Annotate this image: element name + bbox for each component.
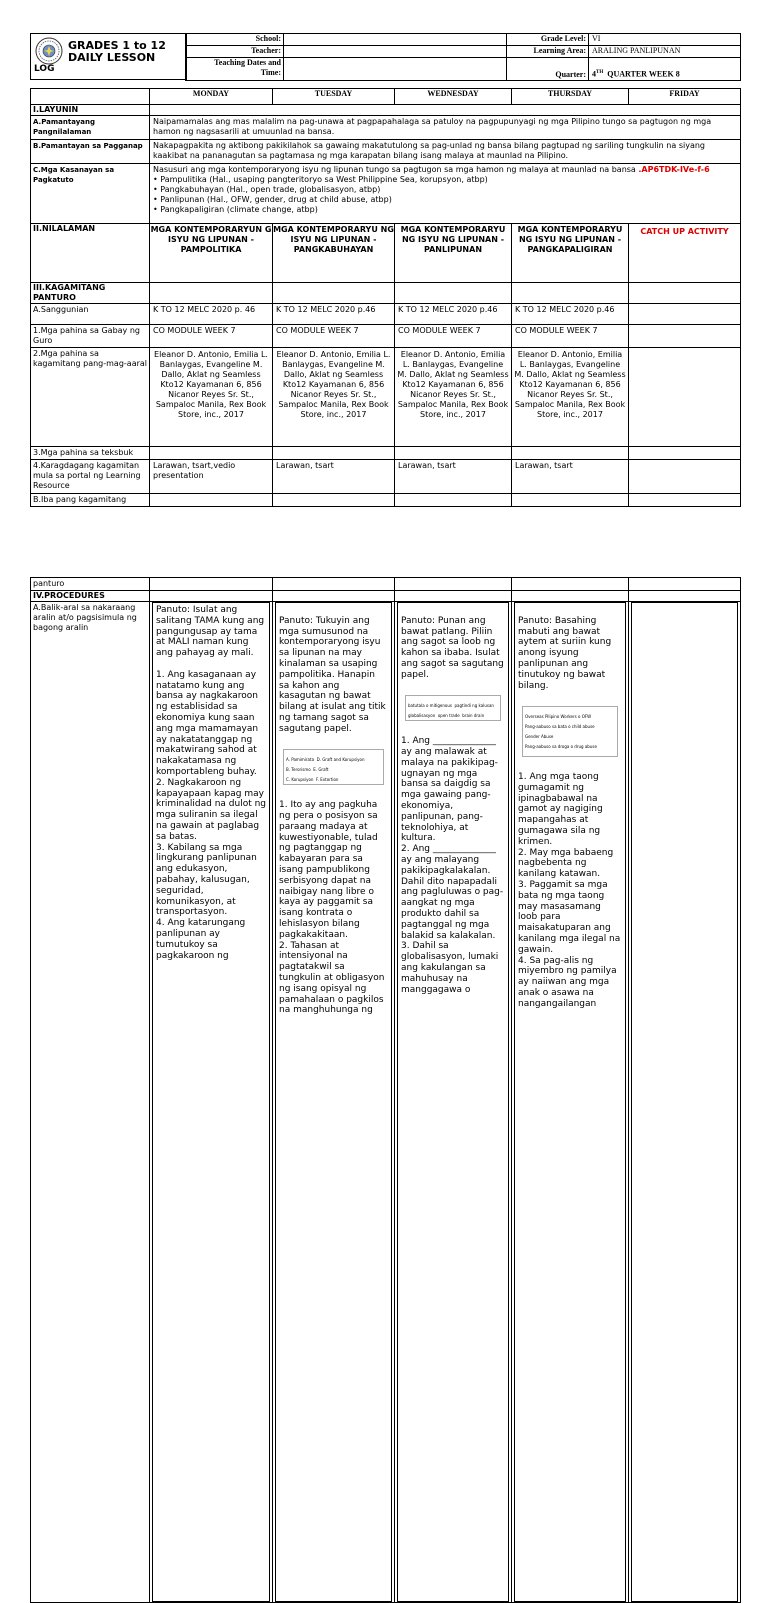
- friday-activity-box: [631, 602, 738, 1602]
- kasanayan-bullet: • Panlipunan (Hal., OFW, gender, drug at child abuse, atbp): [153, 195, 392, 204]
- kagamitang-wednesday: Eleanor D. Antonio, Emilia L. Banlaygas, Evangeline M. Dallo, Aklat ng Seamless Kto12 Kayamanan 6, 856 Nicanor Reyes Sr. St., Sampaloc Manila, Rex Book Store, inc., 2017: [395, 348, 512, 447]
- topic-monday: MGA KONTEMPORARYUN G ISYU NG LIPUNAN - PAMPOLITIKA: [150, 224, 273, 283]
- day-header-monday: MONDAY: [150, 89, 273, 105]
- choice-item: globalisasyon: [408, 713, 436, 719]
- day-header-tuesday: TUESDAY: [273, 89, 395, 105]
- day-header-thursday: THURSDAY: [512, 89, 629, 105]
- iba-pang-cell: [273, 494, 395, 507]
- panturo-cell: [273, 578, 395, 591]
- kagamitang-thursday: Eleanor D. Antonio, Emilia L. Banlaygas, Evangeline M. Dallo, Aklat ng Seamless Kto12 Kayamanan 6, 856 Nicanor Reyes Sr. St., Sampaloc Manila, Rex Book Store, inc., 2017: [512, 348, 629, 447]
- balik-aral-monday: [150, 602, 273, 1603]
- school-label: School:: [186, 34, 284, 46]
- label-pamantayang-pangnilalaman: A.Pamantayang Pangnilalaman: [31, 116, 150, 140]
- panturo-cell: [150, 578, 273, 591]
- section-kagamitang-panturo: III.KAGAMITANG PANTURO: [31, 283, 150, 304]
- kasanayan-text: Nasusuri ang mga kontemporaryong isyu ng lipunan tungo sa pagtugon sa mga hamon ng malaya at maunlad na bansa: [153, 165, 636, 174]
- teacher-label: Teacher:: [186, 46, 284, 58]
- topic-thursday: MGA KONTEMPORARYU NG ISYU NG LIPUNAN - PANGKAPALIGIRAN: [512, 224, 629, 283]
- grade-level-value[interactable]: VI: [589, 34, 741, 46]
- karagdagan-wednesday: Larawan, tsart: [395, 460, 512, 494]
- resources-fill: [395, 283, 512, 304]
- gabay-friday: [629, 325, 741, 348]
- text-mga-kasanayan: [150, 164, 741, 224]
- quarter-superscript: TH: [596, 70, 604, 76]
- grade-level-label: Grade Level:: [507, 34, 589, 46]
- choice-item: B. Terorismo: [286, 767, 311, 773]
- panturo-cell: [512, 578, 629, 591]
- deped-seal-icon: [35, 37, 63, 65]
- tuesday-instructions: Panuto: Tukuyin ang mga sumusunod na kontemporaryong isyu sa lipunan na may kinalaman sa usaping pampolitika. Hanapin sa kahon ang kasagutan ng bawat bilang at isulat ang titik ng tamang sagot sa sagutang papel.: [279, 615, 386, 734]
- karagdagan-thursday: Larawan, tsart: [512, 460, 629, 494]
- label-sanggunian: A.Sanggunian: [31, 304, 150, 325]
- resources-fill: [512, 283, 629, 304]
- resources-fill: [629, 283, 741, 304]
- choice-item: open trade: [437, 713, 460, 719]
- wednesday-items: 1. Ang ______________ ay ang malawak at malaya na pakikipag-ugnayan ng mga bansa sa daigdig sa mga gawaing pang-ekonomiya, panlipunan, pang-teknolohiya, at kultura. 2. Ang ______________ ay ang malayang pakikipagkalakalan. Dahil dito napapadali ang pagluluwas o pag-aangkat ng mga produkto dahil sa pagtanggal ng mga balakid sa kalakalan. 3. Dahil sa globalisasyon, lumaki ang kakulangan sa mahuhusay na manggagawa o: [401, 736, 504, 995]
- teaching-dates-value[interactable]: [284, 58, 507, 81]
- balik-aral-friday: [629, 602, 741, 1603]
- section-layunin-fill: [150, 105, 741, 116]
- label-gabay-ng-guro: 1.Mga pahina sa Gabay ng Guro: [31, 325, 150, 348]
- teksbuk-cell: [395, 447, 512, 460]
- day-header-friday: FRIDAY: [629, 89, 741, 105]
- day-header-blank: [31, 89, 150, 105]
- thursday-activity: [514, 602, 626, 1602]
- choice-item: F. Extortion: [316, 777, 339, 783]
- choice-item: pagtindi ng kalusan: [454, 703, 494, 709]
- thursday-choices-box: [522, 706, 618, 757]
- sanggunian-tuesday: K TO 12 MELC 2020 p.46: [273, 304, 395, 325]
- teaching-dates-label-line2: Time:: [260, 68, 281, 77]
- kagamitang-monday: Eleanor D. Antonio, Emilia L. Banlaygas, Evangeline M. Dallo, Aklat ng Seamless Kto12 Kayamanan 6, 856 Nicanor Reyes Sr. St., Sampaloc Manila, Rex Book Store, inc., 2017: [150, 348, 273, 447]
- header-title-line1: GRADES 1 to 12: [68, 39, 166, 52]
- teksbuk-cell: [512, 447, 629, 460]
- tuesday-choices-box: [283, 749, 384, 785]
- header-title-line3: LOG: [34, 64, 55, 74]
- panturo-cell: [395, 578, 512, 591]
- gabay-thursday: CO MODULE WEEK 7: [512, 325, 629, 348]
- monday-activity: Panuto: Isulat ang salitang TAMA kung ang pangungusap ay tama at MALI naman kung ang pahayag ay mali. 1. Ang kasaganaan ay natatamo kung ang bansa ay nagkakaroon ng establisidad sa ekonomiya kung saan ang mga mamamayan ay nakatatanggap ng makatwirang sahod at nakakatamasa ng komportableng buhay. 2. Nagkakaroon ng kapayapaan kapag may kriminalidad na dulot ng mga suliranin sa ilegal na gawain at paglabag sa batas. 3. Kabilang sa mga lingkurang panlipunan ang edukasyon, pabahay, kalusugan, seguridad, komunikasyon, at transportasyon. 4. Ang katarungang panlipunan ay tumutukoy sa pagkakaroon ng: [152, 602, 270, 1602]
- teksbuk-cell: [150, 447, 273, 460]
- friday-catch-up-activity: CATCH UP ACTIVITY: [629, 224, 741, 283]
- procedures-fill: [629, 591, 741, 602]
- school-value[interactable]: [284, 34, 507, 46]
- procedures-table: [30, 577, 741, 1603]
- choice-item: batutala o mitigenous: [408, 703, 452, 709]
- wednesday-activity: [397, 602, 509, 1602]
- label-iba-pang-kagamitang: B.Iba pang kagamitang: [31, 494, 150, 507]
- teksbuk-cell: [273, 447, 395, 460]
- learning-area-value[interactable]: ARALING PANLIPUNAN: [589, 46, 741, 58]
- label-balik-aral: A.Balik-aral sa nakaraang aralin at/o pagsisimula ng bagong aralin: [31, 602, 150, 1603]
- kagamitang-tuesday: Eleanor D. Antonio, Emilia L. Banlaygas, Evangeline M. Dallo, Aklat ng Seamless Kto12 Kayamanan 6, 856 Nicanor Reyes Sr. St., Sampaloc Manila, Rex Book Store, inc., 2017: [273, 348, 395, 447]
- label-karagdagang-kagamitan: 4.Karagdagang kagamitan mula sa portal ng Learning Resource: [31, 460, 150, 494]
- balik-aral-thursday: [512, 602, 629, 1603]
- choice-item: C. Korupsiyon: [286, 777, 314, 783]
- day-header-wednesday: WEDNESDAY: [395, 89, 512, 105]
- procedures-fill: [273, 591, 395, 602]
- choice-item: A. Pamimirata: [286, 757, 315, 763]
- section-procedures: IV.PROCEDURES: [31, 591, 150, 602]
- karagdagan-tuesday: Larawan, tsart: [273, 460, 395, 494]
- kasanayan-bullet: • Pangkabuhayan (Hal., open trade, globalisasyon, atbp): [153, 185, 381, 194]
- iba-pang-cell: [629, 494, 741, 507]
- section-layunin: I.LAYUNIN: [31, 105, 150, 116]
- resources-fill: [150, 283, 273, 304]
- header-logo-block: [30, 33, 187, 80]
- text-pamantayang-pangnilalaman: Naipamamalas ang mas malalim na pag-unawa at pagpapahalaga sa patuloy na pagpupunyagi ng mga Pilipino tungo sa pagtugon ng mga hamon ng nagsasarili at umuunlad na bansa.: [150, 116, 741, 140]
- gabay-tuesday: CO MODULE WEEK 7: [273, 325, 395, 348]
- thursday-items: 1. Ang mga taong gumagamit ng ipinagbabawal na gamot ay nagiging mapangahas at gumagawa sila ng krimen. 2. May mga babaeng nagbebenta ng kanilang katawan. 3. Paggamit sa mga bata ng mga taong may masasamang loob para maisakatuparan ang kanilang mga ilegal na gawain. 4. Sa pag-alis ng miyembro ng pamilya ay naiiwan ang mga anak o asawa na nangangailangan: [518, 771, 621, 1009]
- tuesday-activity: [275, 602, 392, 1602]
- choice-item: E. Graft: [313, 767, 329, 773]
- balik-aral-wednesday: [395, 602, 512, 1603]
- teksbuk-cell: [629, 447, 741, 460]
- karagdagan-monday: Larawan, tsart,vedio presentation: [150, 460, 273, 494]
- teaching-dates-label: [186, 58, 284, 81]
- quarter-label: Quarter:: [507, 58, 589, 81]
- sanggunian-thursday: K TO 12 MELC 2020 p.46: [512, 304, 629, 325]
- gabay-monday: CO MODULE WEEK 7: [150, 325, 273, 348]
- quarter-rest: QUARTER WEEK 8: [607, 70, 680, 79]
- resources-fill: [273, 283, 395, 304]
- topic-tuesday: MGA KONTEMPORARYU NG ISYU NG LIPUNAN - PANGKABUHAYAN: [273, 224, 395, 283]
- choice-item: Overseas Pilipino Workers o OFW: [525, 714, 592, 720]
- wednesday-choices-box: [405, 695, 501, 721]
- choice-item: Pang-aabuso sa bata o child abuse: [525, 724, 595, 730]
- choice-item: brain drain: [462, 713, 485, 719]
- learning-area-label: Learning Area:: [507, 46, 589, 58]
- iba-pang-cell: [150, 494, 273, 507]
- text-pamantayan-sa-pagganap: Nakapagpakita ng aktibong pakikilahok sa gawaing makatutulong sa pag-unlad ng bansa bilang pagtupad ng sariling tungkulin na siyang kaakibat na pananagutan sa pagtamasa ng mga karapatan bilang isang malaya at maunlad na Pilipino.: [150, 140, 741, 164]
- iba-pang-cell: [395, 494, 512, 507]
- karagdagan-friday: [629, 460, 741, 494]
- procedures-fill: [395, 591, 512, 602]
- panturo-cell: [629, 578, 741, 591]
- choice-item: D. Graft and Korupsiyon: [316, 757, 365, 763]
- tuesday-items: 1. Ito ay ang pagkuha ng pera o posisyon sa paraang madaya at kuwestiyonable, tulad ng pagtanggap ng kabayaran para sa isang pampublikong serbisyong dapat na naibigay nang libre o kaya ay paggamit sa isang kontrata o lehislasyon bilang pagkakakitaan. 2. Tahasan at intensiyonal na pagtatakwil sa tungkulin at obligasyon ng isang opisyal ng pamahalaan o pagkilos na manghuhunga ng: [279, 800, 385, 1016]
- sanggunian-monday: K TO 12 MELC 2020 p. 46: [150, 304, 273, 325]
- teacher-value[interactable]: [284, 46, 507, 58]
- wednesday-instructions: Panuto: Punan ang bawat patlang. Piliin ang sagot sa loob ng kahon sa ibaba. Isulat ang sagot sa sagutang papel.: [401, 615, 504, 680]
- gabay-wednesday: CO MODULE WEEK 7: [395, 325, 512, 348]
- label-mga-kasanayan: C.Mga Kasanayan sa Pagkatuto: [31, 164, 150, 224]
- label-teksbuk: 3.Mga pahina sa teksbuk: [31, 447, 150, 460]
- lesson-log-table: [30, 88, 741, 507]
- label-kagamitang-mag-aaral: 2.Mga pahina sa kagamitang pang-mag-aaral: [31, 348, 150, 447]
- choice-item: Pang-aabuso sa droga o drug abuse: [525, 744, 597, 750]
- quarter-number: 4: [592, 70, 596, 79]
- header-info-table: [185, 33, 741, 81]
- procedures-fill: [512, 591, 629, 602]
- section-nilalaman: II.NILALAMAN: [31, 224, 150, 283]
- header-title-line2: DAILY LESSON: [68, 51, 156, 64]
- procedures-fill: [150, 591, 273, 602]
- label-pamantayan-sa-pagganap: B.Pamantayan sa Pagganap: [31, 140, 150, 164]
- choice-item: Gender Abuse: [525, 734, 554, 740]
- topic-wednesday: MGA KONTEMPORARYU NG ISYU NG LIPUNAN - PANLIPUNAN: [395, 224, 512, 283]
- quarter-value[interactable]: [589, 58, 741, 81]
- kasanayan-bullet: • Pangkapaligiran (climate change, atbp): [153, 205, 318, 214]
- teaching-dates-label-line1: Teaching Dates and: [214, 58, 281, 67]
- kasanayan-bullet: • Pampulitika (Hal., usaping pangteritoryo sa West Philippine Sea, korupsyon, atbp): [153, 175, 488, 184]
- melc-code: .AP6TDK-IVe-f-6: [638, 165, 710, 174]
- kagamitang-friday: [629, 348, 741, 447]
- iba-pang-cell: [512, 494, 629, 507]
- sanggunian-friday: [629, 304, 741, 325]
- balik-aral-tuesday: [273, 602, 395, 1603]
- sanggunian-wednesday: K TO 12 MELC 2020 p.46: [395, 304, 512, 325]
- label-panturo-cont: panturo: [31, 578, 150, 591]
- thursday-instructions: Panuto: Basahing mabuti ang bawat aytem at suriin kung anong isyung panlipunan ang tinutukoy ng bawat bilang.: [518, 615, 612, 691]
